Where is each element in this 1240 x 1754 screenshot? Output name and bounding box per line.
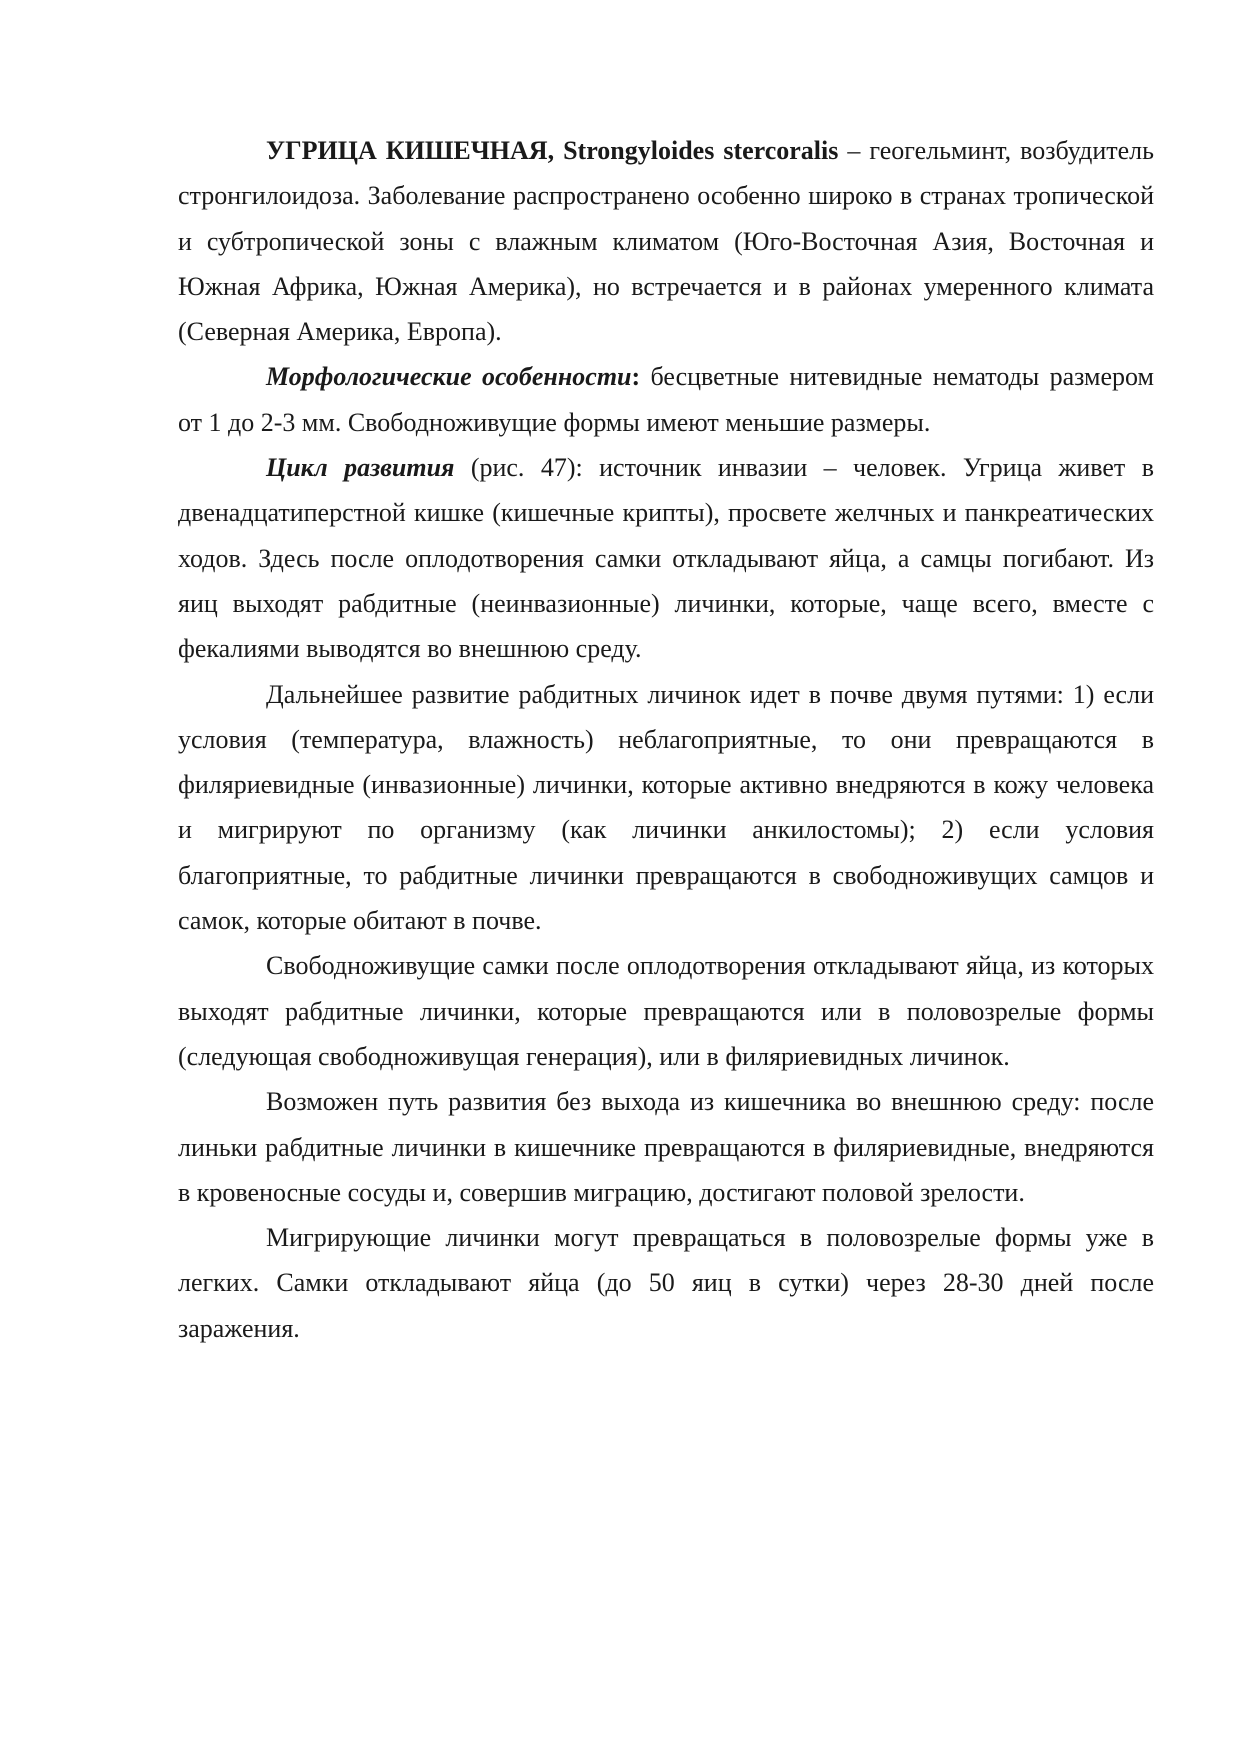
paragraph-intro-text: – геогельминт, возбудитель стронгилоидоза. Заболевание распространено особенно широко в странах тропической и субтропической зоны с влажным климатом (Юго-Восточная Азия, Восточная и Южная Африка, Южная Америка), но встречается и в районах умеренного климата (Северная Америка, Европа). (178, 136, 1154, 347)
paragraph-life-cycle (178, 445, 1154, 671)
paragraph-morphology (178, 354, 1154, 445)
paragraph-migrating-larvae: Мигрирующие личинки могут превращаться в половозрелые формы уже в легких. Самки откладывают яйца (до 50 яиц в сутки) через 28-30 дней после заражения. (178, 1223, 1154, 1343)
species-name-latin: Strongyloides stercoralis (563, 136, 839, 165)
document-page (178, 128, 1154, 1351)
species-name-ru: УГРИЦА КИШЕЧНАЯ, (266, 136, 555, 165)
morphology-colon: : (631, 362, 641, 392)
morphology-heading: Морфологические особенности (266, 362, 632, 392)
morphology-text: бесцветные нитевидные нематоды размером от 1 до 2-3 мм. Свободноживущие формы имеют меньшие размеры. (178, 362, 1154, 437)
life-cycle-text: (рис. 47): источник инвазии – человек. Угрица живет в двенадцатиперстной кишке (кишечные крипты), просвете желчных и панкреатических ходов. Здесь после оплодотворения самки откладывают яйца, а самцы погибают. Из яиц выходят рабдитные (неинвазионные) личинки, которые, чаще всего, вместе с фекалиями выводятся во внешнюю среду. (178, 453, 1154, 664)
paragraph-free-living-females: Свободноживущие самки после оплодотворения откладывают яйца, из которых выходят рабдитные личинки, которые превращаются или в половозрелые формы (следующая свободноживущая генерация), или в филяриевидных личинок. (178, 951, 1154, 1071)
life-cycle-heading: Цикл развития (266, 453, 455, 483)
paragraph-intro (178, 128, 1154, 354)
paragraph-autoinfection: Возможен путь развития без выхода из кишечника во внешнюю среду: после линьки рабдитные личинки в кишечнике превращаются в филяриевидные, внедряются в кровеносные сосуды и, совершив миграцию, достигают половой зрелости. (178, 1087, 1154, 1207)
paragraph-development-paths: Дальнейшее развитие рабдитных личинок идет в почве двумя путями: 1) если условия (температура, влажность) неблагоприятные, то они превращаются в филяриевидные (инвазионные) личинки, которые активно внедряются в кожу человека и мигрируют по организму (как личинки анкилостомы); 2) если условия благоприятные, то рабдитные личинки превращаются в свободноживущих самцов и самок, которые обитают в почве. (178, 679, 1154, 936)
